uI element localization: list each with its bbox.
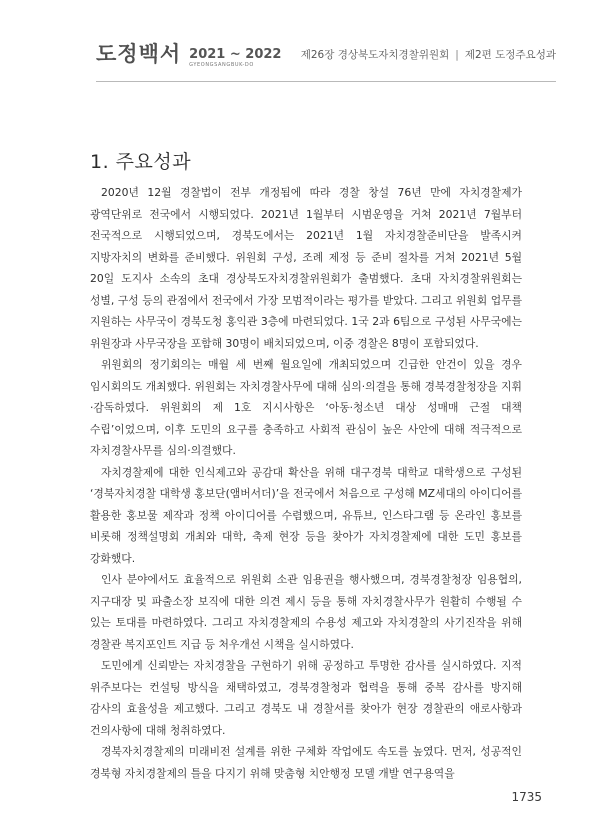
header-divider	[96, 81, 556, 82]
body-text	[90, 182, 522, 784]
logo-subtitle: GYEONGSANGBUK-DO	[189, 62, 254, 68]
running-header	[301, 47, 556, 62]
paragraph: 2020년 12월 경찰법이 전부 개정됨에 따라 경찰 창설 76년 만에 자치경찰제가 광역단위로 전국에서 시행되었다. 2021년 1월부터 시범운영을 거쳐 2021년 7월부터 전국적으로 시행되었으며, 경북도에서는 2021년 1월 자치경찰준비단을 발족시켜 지방자치의 변화를 준비했다. 위원회 구성, 조례 제정 등 준비 절차를 거쳐 2021년 5월 20일 도지사 소속의 초대 경상북도자치경찰위원회가 출범했다. 초대 자치경찰위원회는 성별, 구성 등의 관점에서 전국에서 가장 모범적이라는 평가를 받았다. 그리고 위원회 업무를 지원하는 사무국이 경북도청 홍익관 3층에 마련되었다. 1국 2과 6팀으로 구성된 사무국에는 위원장과 사무국장을 포함해 30명이 배치되었으며, 이중 경찰은 8명이 포함되었다.	[90, 186, 522, 350]
paragraph: 경북자치경찰제의 미래비전 설계를 위한 구체화 작업에도 속도를 높였다. 먼저, 성공적인 경북형 자치경찰제의 틀을 다지기 위해 맞춤형 치안행정 모델 개발 연구용역을	[90, 745, 522, 780]
paragraph: 도민에게 신뢰받는 자치경찰을 구현하기 위해 공정하고 투명한 감사를 실시하였다. 지적 위주보다는 컨설팅 방식을 채택하였고, 경북경찰청과 협력을 통해 중복 감사를 방지해 감사의 효율성을 제고했다. 그리고 경북도 내 경찰서를 찾아가 현장 경찰관의 애로사항과 건의사항에 대해 청취하였다.	[90, 659, 522, 737]
logo-year: 2021 ~ 2022	[189, 47, 282, 62]
logo-title: 도정백서	[96, 42, 182, 66]
header-separator: |	[455, 49, 459, 61]
part-label: 제2편 도정주요성과	[464, 49, 556, 61]
page-header	[0, 0, 608, 82]
document-logo	[96, 38, 281, 68]
paragraph: 자치경찰제에 대한 인식제고와 공감대 확산을 위해 대구경북 대학교 대학생으로 구성된 ‘경북자치경찰 대학생 홍보단(앰버서더)’을 전국에서 처음으로 구성해 MZ세대의 아이디어를 활용한 홍보물 제작과 정책 아이디어를 수렴했으며, 유튜브, 인스타그램 등 온라인 홍보를 비롯해 정책설명회 개최와 대학, 축제 현장 등을 찾아가 자치경찰제에 대한 도민 홍보를 강화했다.	[90, 465, 522, 565]
paragraph: 인사 분야에서도 효율적으로 위원회 소관 임용권을 행사했으며, 경북경찰청장 임용협의, 지구대장 및 파출소장 보직에 대한 의견 제시 등을 통해 자치경찰사무가 원활히 수행될 수 있는 토대를 마련하였다. 그리고 자치경찰제의 수용성 제고와 자치경찰의 사기진작을 위해 경찰관 복지포인트 지급 등 처우개선 시책을 실시하였다.	[90, 573, 522, 651]
logo-year-block	[189, 48, 281, 68]
paragraph: 위원회의 정기회의는 매월 세 번째 월요일에 개최되었으며 긴급한 안건이 있을 경우 임시회의도 개최했다. 위원회는 자치경찰사무에 대해 심의·의결을 통해 경북경찰청장을 지휘·감독하였다. 위원회의 제 1호 지시사항은 ‘아동·청소년 대상 성매매 근절 대책 수립’이었으며, 이후 도민의 요구를 충족하고 사회적 관심이 높은 사안에 대해 적극적으로 자치경찰사무를 심의·의결했다.	[90, 358, 522, 457]
page-number: 1735	[511, 790, 542, 804]
section-title: 1. 주요성과	[90, 151, 192, 173]
chapter-label: 제26장 경상북도자치경찰위원회	[300, 49, 450, 61]
